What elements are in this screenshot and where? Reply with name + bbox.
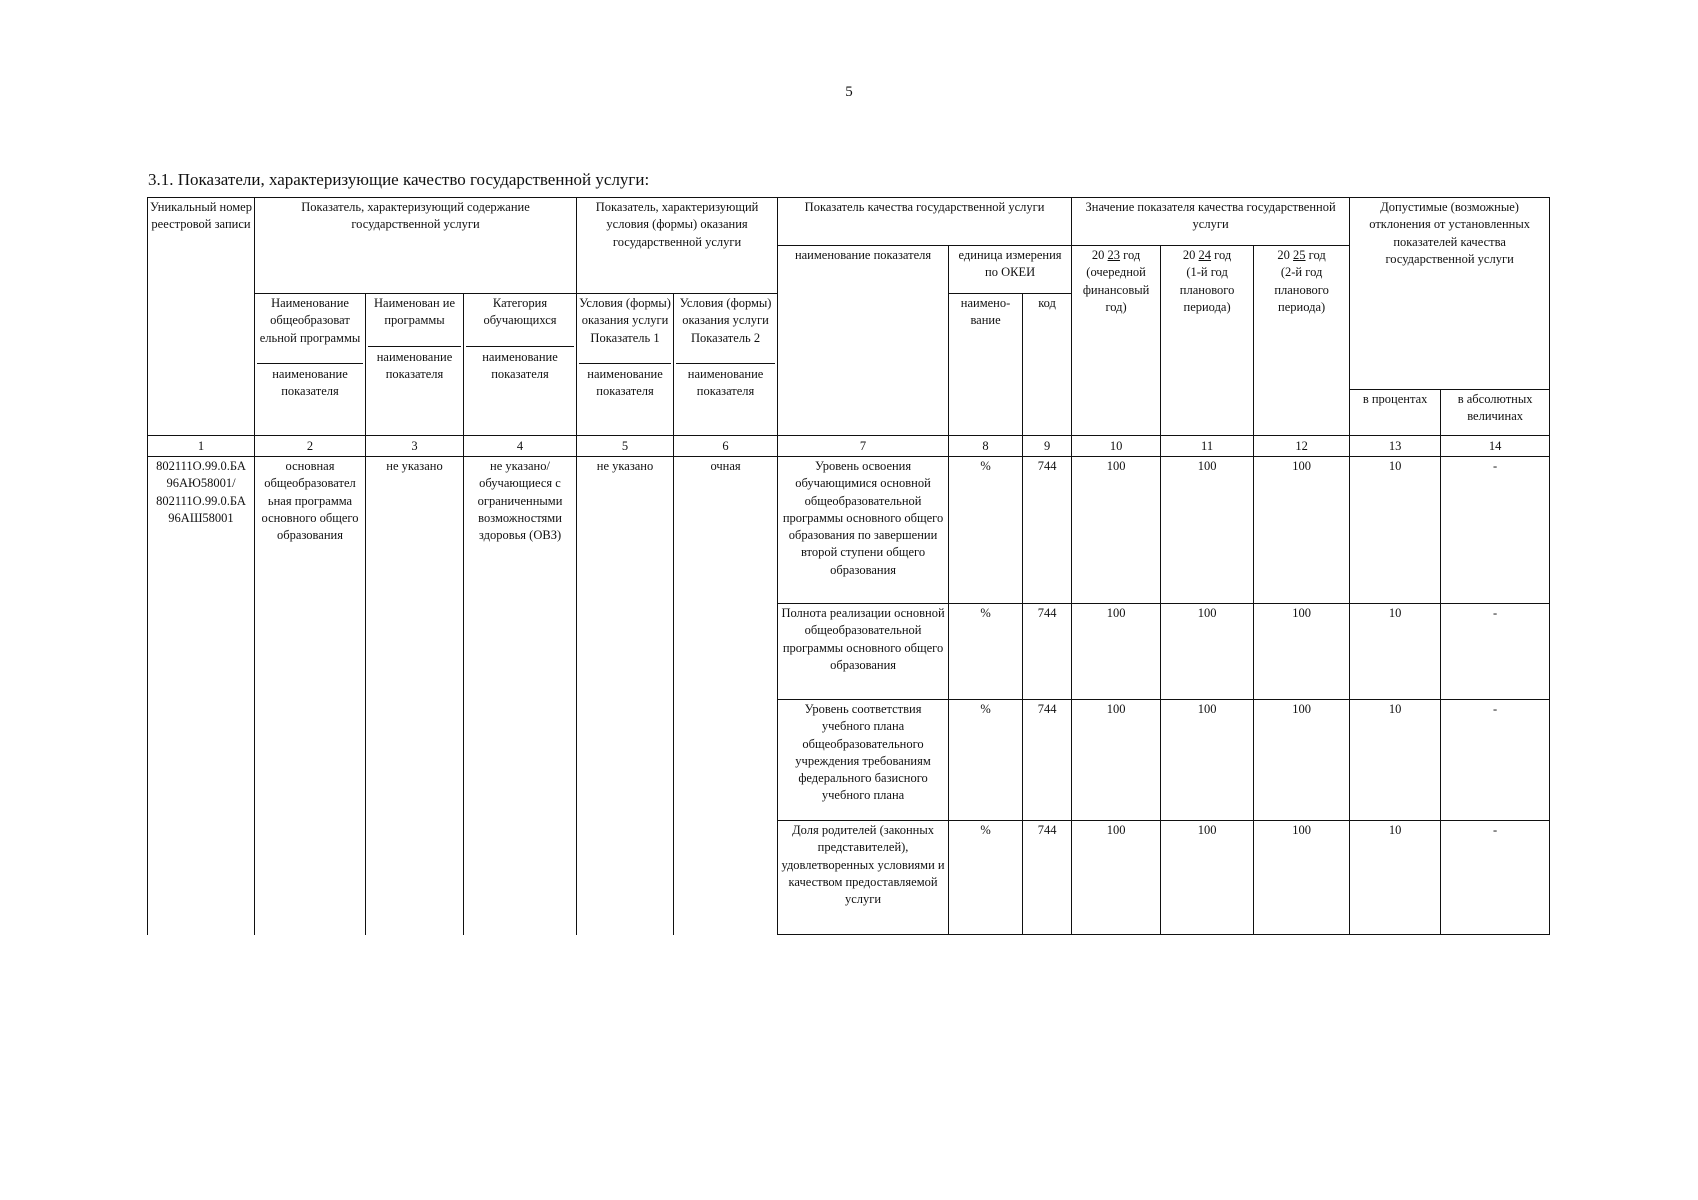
header-unit-code: код <box>1023 294 1072 436</box>
indicator-name: Полнота реализации основной общеобразовательной программы основного общего образования <box>778 604 949 700</box>
indicator-year-2: 100 <box>1161 700 1254 821</box>
sub-label: наименование показателя <box>579 363 671 401</box>
column-number: 7 <box>778 436 949 457</box>
indicator-code: 744 <box>1023 700 1072 821</box>
indicator-code: 744 <box>1023 457 1072 604</box>
indicator-deviation-absolute: - <box>1441 604 1550 700</box>
header-col-4: Категория обучающихся наименование показателя <box>464 294 577 436</box>
record-id: 802111О.99.0.БА 96АЮ58001/ 802111О.99.0.БА 96АШ58001 <box>148 457 255 935</box>
column-number: 11 <box>1161 436 1254 457</box>
record-program-name: не указано <box>366 457 464 935</box>
record-condition-2: очная <box>674 457 778 935</box>
column-number: 8 <box>949 436 1023 457</box>
header-col-6: Условия (формы) оказания услуги Показатель 2 наименование показателя <box>674 294 778 436</box>
header-content-indicator: Показатель, характеризующий содержание государственной услуги <box>255 198 577 294</box>
indicator-code: 744 <box>1023 604 1072 700</box>
sub-label: наименование показателя <box>466 346 574 384</box>
indicator-deviation-percent: 10 <box>1350 821 1441 935</box>
column-number: 14 <box>1441 436 1550 457</box>
column-number: 13 <box>1350 436 1441 457</box>
indicator-year-1: 100 <box>1072 457 1161 604</box>
column-numbers-row <box>148 436 1550 457</box>
section-title: 3.1. Показатели, характеризующие качество государственной услуги: <box>148 170 650 189</box>
header-in-absolute: в абсолютных величинах <box>1441 390 1550 436</box>
indicator-unit: % <box>949 457 1023 604</box>
column-number: 2 <box>255 436 366 457</box>
header-unit-name: наимено-вание <box>949 294 1023 436</box>
column-number: 9 <box>1023 436 1072 457</box>
indicator-year-2: 100 <box>1161 821 1254 935</box>
indicator-year-3: 100 <box>1254 604 1350 700</box>
column-number: 4 <box>464 436 577 457</box>
indicator-unit: % <box>949 700 1023 821</box>
column-number: 10 <box>1072 436 1161 457</box>
indicator-name: Уровень освоения обучающимися основной общеобразовательной программы основного общего образования по завершении второй ступени общего образования <box>778 457 949 604</box>
table-row <box>148 457 1550 604</box>
indicator-deviation-absolute: - <box>1441 821 1550 935</box>
header-year-2: 20 24 год (1-й год планового периода) <box>1161 246 1254 436</box>
indicator-name: Доля родителей (законных представителей), удовлетворенных условиями и качеством предоставляемой услуги <box>778 821 949 935</box>
column-number: 1 <box>148 436 255 457</box>
sub-label: наименование показателя <box>257 363 363 401</box>
header-unit-okei: единица измерения по ОКЕИ <box>949 246 1072 294</box>
indicator-year-3: 100 <box>1254 821 1350 935</box>
indicator-name: Уровень соответствия учебного плана общеобразовательного учреждения требованиям федерального базисного учебного плана <box>778 700 949 821</box>
indicator-year-2: 100 <box>1161 457 1254 604</box>
page-number: 5 <box>845 84 853 100</box>
indicator-deviation-absolute: - <box>1441 700 1550 821</box>
header-col-5: Условия (формы) оказания услуги Показатель 1 наименование показателя <box>577 294 674 436</box>
indicator-year-1: 100 <box>1072 700 1161 821</box>
indicator-deviation-percent: 10 <box>1350 457 1441 604</box>
indicator-year-3: 100 <box>1254 700 1350 821</box>
indicator-code: 744 <box>1023 821 1072 935</box>
header-year-3: 20 25 год (2-й год планового периода) <box>1254 246 1350 436</box>
indicator-unit: % <box>949 604 1023 700</box>
record-condition-1: не указано <box>577 457 674 935</box>
header-deviations: Допустимые (возможные) отклонения от установленных показателей качества государственной услуги <box>1350 198 1550 390</box>
indicator-deviation-percent: 10 <box>1350 604 1441 700</box>
header-quality-indicator: Показатель качества государственной услуги <box>778 198 1072 246</box>
record-category: не указано/ обучающиеся с ограниченными возможностями здоровья (ОВЗ) <box>464 457 577 935</box>
column-number: 6 <box>674 436 778 457</box>
column-number: 5 <box>577 436 674 457</box>
indicator-year-3: 100 <box>1254 457 1350 604</box>
header-quality-value: Значение показателя качества государственной услуги <box>1072 198 1350 246</box>
header-in-percent: в процентах <box>1350 390 1441 436</box>
indicator-unit: % <box>949 821 1023 935</box>
column-number: 3 <box>366 436 464 457</box>
column-number: 12 <box>1254 436 1350 457</box>
sub-label: наименование показателя <box>676 363 775 401</box>
indicator-deviation-absolute: - <box>1441 457 1550 604</box>
sub-label: наименование показателя <box>368 346 461 384</box>
indicator-year-1: 100 <box>1072 821 1161 935</box>
indicator-year-2: 100 <box>1161 604 1254 700</box>
header-indicator-name: наименование показателя <box>778 246 949 436</box>
quality-indicators-table <box>147 197 1550 935</box>
indicator-deviation-percent: 10 <box>1350 700 1441 821</box>
header-unique-number: Уникальный номер реестровой записи <box>148 198 255 436</box>
record-program: основная общеобразовател ьная программа основного общего образования <box>255 457 366 935</box>
header-col-3: Наименован ие программы наименование показателя <box>366 294 464 436</box>
header-col-2: Наименование общеобразоват ельной программы наименование показателя <box>255 294 366 436</box>
header-conditions-indicator: Показатель, характеризующий условия (формы) оказания государственной услуги <box>577 198 778 294</box>
header-year-1: 20 23 год (очередной финансовый год) <box>1072 246 1161 436</box>
indicator-year-1: 100 <box>1072 604 1161 700</box>
